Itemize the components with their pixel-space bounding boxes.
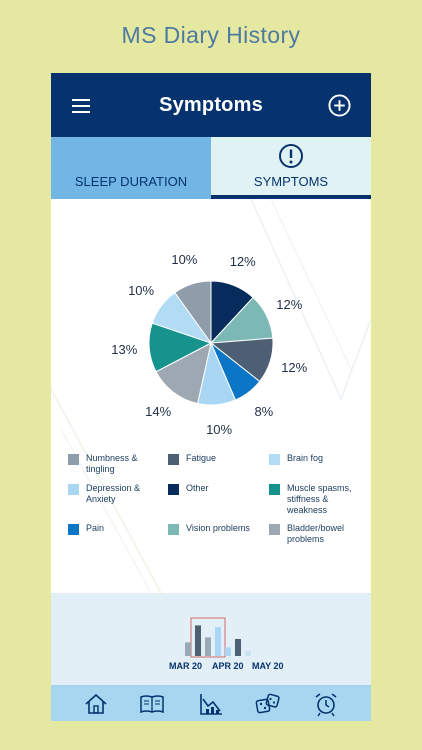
timeline-bar[interactable] bbox=[225, 648, 231, 657]
pie-slice-percent: 12% bbox=[281, 360, 308, 376]
timeline-selector[interactable] bbox=[51, 593, 371, 685]
page-title: Symptoms bbox=[159, 94, 263, 116]
tab-sleep-duration[interactable] bbox=[51, 137, 211, 199]
symptoms-chart-panel bbox=[51, 199, 371, 593]
legend-swatch bbox=[168, 524, 179, 535]
legend-swatch bbox=[68, 454, 79, 465]
pie-slice-percent: 12% bbox=[229, 253, 256, 269]
legend-item bbox=[168, 483, 264, 495]
pie-slice-percent: 12% bbox=[276, 297, 303, 313]
pie-slice-percent: 13% bbox=[111, 341, 138, 357]
alarm-clock-icon[interactable] bbox=[313, 691, 339, 717]
legend-item bbox=[269, 483, 365, 516]
pie-slice-percent: 10% bbox=[128, 283, 155, 299]
timeline-bar[interactable] bbox=[215, 627, 221, 656]
legend-label: Numbness & tingling bbox=[86, 453, 138, 474]
app-screen bbox=[51, 73, 371, 721]
alert-circle-icon bbox=[278, 143, 304, 169]
legend-swatch bbox=[68, 484, 79, 495]
legend-label: Muscle spasms, stiffness & weakness bbox=[287, 483, 352, 515]
legend-label: Vision problems bbox=[186, 523, 250, 533]
bottom-navigation bbox=[51, 685, 371, 721]
timeline-bar[interactable] bbox=[185, 642, 191, 656]
legend-item bbox=[269, 523, 365, 545]
legend-item bbox=[168, 523, 264, 535]
legend-swatch bbox=[168, 484, 179, 495]
tab-symptoms[interactable] bbox=[211, 137, 371, 199]
legend-label: Other bbox=[186, 483, 209, 493]
timeline-label-apr[interactable]: APR 20 bbox=[212, 661, 244, 671]
timeline-bar[interactable] bbox=[195, 625, 201, 656]
legend-label: Brain fog bbox=[287, 453, 324, 463]
timeline-bar[interactable] bbox=[245, 651, 251, 656]
pie-slice-percent: 8% bbox=[254, 404, 274, 420]
home-icon[interactable] bbox=[83, 691, 109, 717]
legend-label: Fatigue bbox=[186, 453, 217, 463]
legend-swatch bbox=[269, 484, 280, 495]
legend-swatch bbox=[68, 524, 79, 535]
app-header bbox=[51, 73, 371, 137]
legend-swatch bbox=[269, 454, 280, 465]
timeline-bar[interactable] bbox=[235, 639, 241, 656]
legend-item bbox=[68, 523, 164, 535]
legend-item bbox=[68, 453, 164, 475]
legend-swatch bbox=[269, 524, 280, 535]
dice-icon[interactable] bbox=[255, 691, 281, 717]
timeline-bars[interactable] bbox=[51, 593, 371, 663]
legend-item bbox=[168, 453, 264, 465]
add-circle-icon[interactable] bbox=[328, 94, 351, 117]
pie-slice-percent: 10% bbox=[171, 252, 198, 268]
trend-chart-icon[interactable] bbox=[198, 691, 224, 717]
timeline-bar[interactable] bbox=[205, 637, 211, 656]
legend-label: Pain bbox=[86, 523, 105, 533]
legend-swatch bbox=[168, 454, 179, 465]
tab-label: SLEEP DURATION bbox=[74, 174, 188, 189]
promo-title: MS Diary History bbox=[121, 22, 301, 48]
legend-item bbox=[269, 453, 365, 465]
legend-item bbox=[68, 483, 164, 505]
tab-label: SYMPTOMS bbox=[253, 174, 329, 189]
pie-slice-percent: 14% bbox=[145, 404, 172, 420]
legend-label: Depression & Anxiety bbox=[86, 483, 141, 504]
pie-slice-percent: 10% bbox=[206, 421, 233, 437]
diary-book-icon[interactable] bbox=[139, 691, 165, 717]
timeline-label-may[interactable]: MAY 20 bbox=[252, 661, 284, 671]
legend-label: Bladder/bowel problems bbox=[287, 523, 345, 544]
timeline-label-mar[interactable]: MAR 20 bbox=[169, 661, 203, 671]
tab-bar bbox=[51, 137, 371, 199]
